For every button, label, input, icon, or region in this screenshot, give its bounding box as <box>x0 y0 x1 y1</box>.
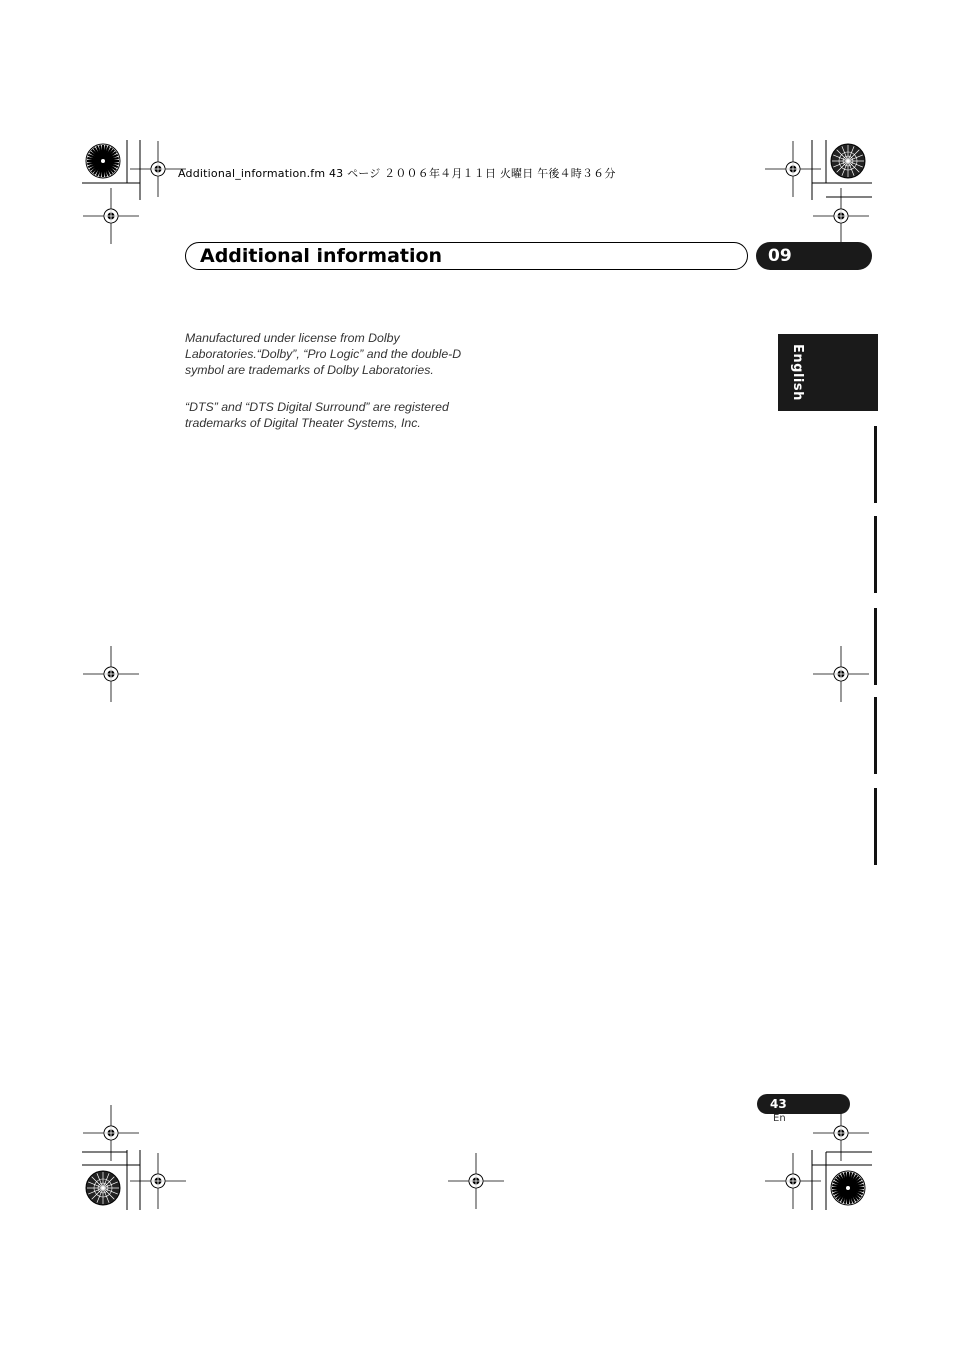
thumb-index-bar <box>874 516 877 593</box>
dolby-trademark-notice: Manufactured under license from Dolby Laboratories.“Dolby”, “Pro Logic” and the double-D symbol are trademarks of Dolby Laboratories. <box>185 331 462 377</box>
dts-trademark-notice: “DTS” and “DTS Digital Surround” are registered trademarks of Digital Theater Systems, Inc. <box>185 400 449 430</box>
chapter-title: Additional information <box>200 245 443 267</box>
chapter-number: 09 <box>768 246 792 266</box>
language-tab-label: English <box>790 344 805 401</box>
page-language: En <box>773 1113 786 1124</box>
thumb-index-bar <box>874 697 877 774</box>
thumb-index-bar <box>874 788 877 865</box>
page-number: 43 <box>770 1097 787 1111</box>
thumb-index-bar <box>874 608 877 685</box>
print-header: Additional_information.fm 43 ページ ２００６年４月１１日 火曜日 午後４時３６分 <box>178 167 616 180</box>
thumb-index-bar <box>874 426 877 503</box>
